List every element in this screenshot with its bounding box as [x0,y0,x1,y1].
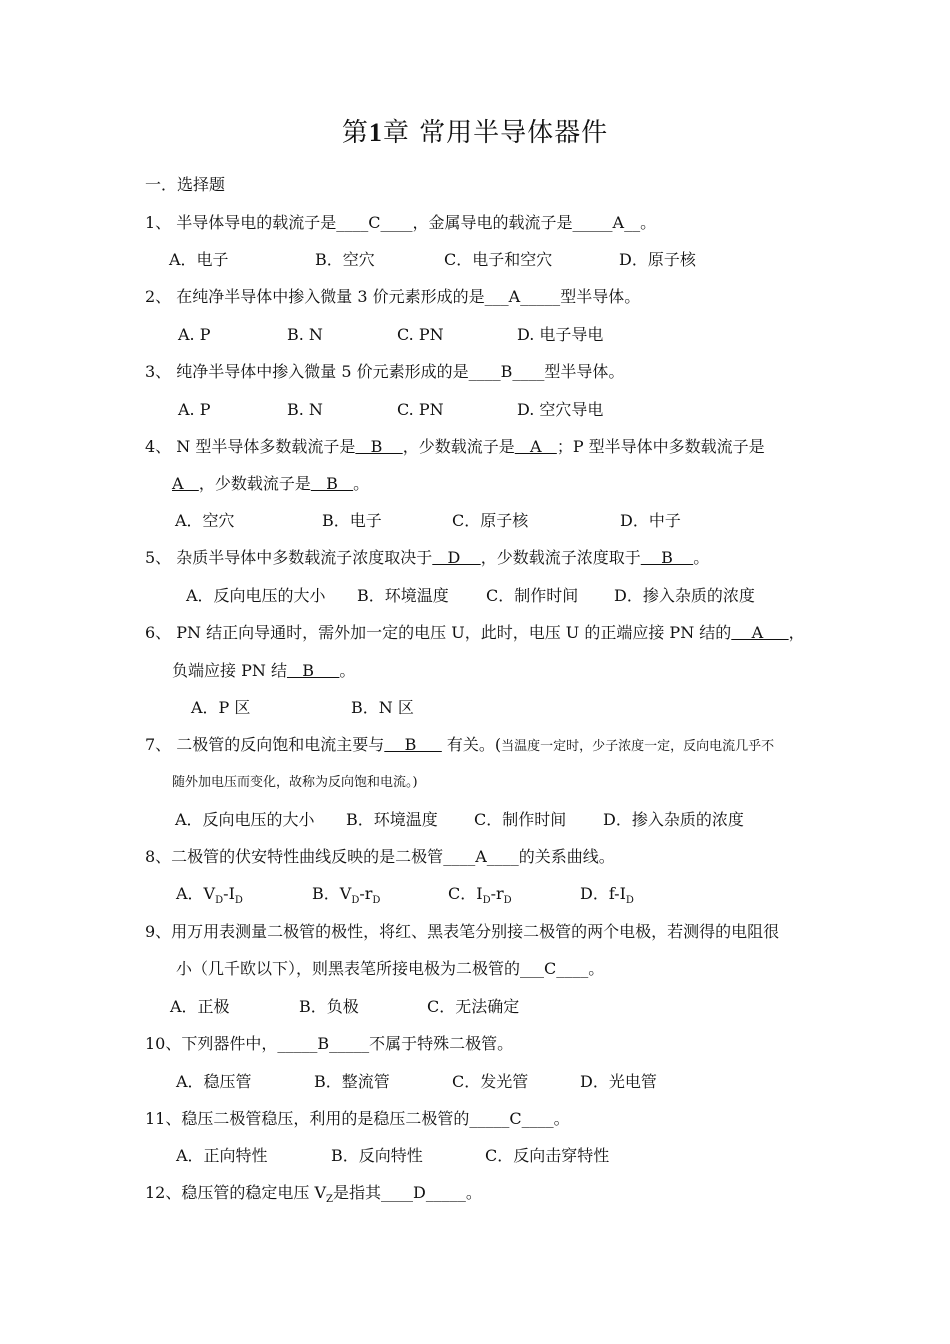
option: A．$V_D-I_D$ [176,884,243,907]
option: B．$V_D-r_D$ [312,884,381,907]
option: C．原子核 [452,511,529,530]
option: D．$f-I_D$ [580,884,634,907]
option: C．无法确定 [427,997,520,1016]
option: B．电子 [322,511,382,530]
option: A．P 区 [191,698,251,717]
question-11: 11、稳压二极管稳压，利用的是稳压二极管的_____C____。 [145,1109,570,1128]
option: C. PN [397,325,444,344]
question-2: 2、 在纯净半导体中掺入微量 3 价元素形成的是___A_____型半导体。 [145,287,641,306]
option: C．$I_D-r_D$ [448,884,512,907]
option: D．原子核 [619,250,696,269]
option: D．掺入杂质的浓度 [614,586,755,605]
option: A．空穴 [175,511,235,530]
option: A．反向电压的大小 [175,810,315,829]
option: C．制作时间 [474,810,567,829]
option: A. P [178,400,211,419]
option: B. N [287,400,323,419]
option: C．电子和空穴 [444,250,553,269]
option: D．光电管 [580,1072,657,1091]
question-4-cont: A ，少数载流子是 B 。 [172,474,370,493]
option: D．掺入杂质的浓度 [603,810,744,829]
question-6: 6、 PN 结正向导通时，需外加一定的电压 U，此时，电压 U 的正端应接 PN 结的 A ， [145,623,805,642]
option: B. N [287,325,323,344]
option: B．空穴 [315,250,375,269]
question-12: 12、稳压管的稳定电压 $V_Z$是指其____D_____。 [145,1183,482,1206]
option: A. P [178,325,211,344]
option: D. 空穴导电 [517,400,604,419]
option: C. PN [397,400,444,419]
question-3: 3、 纯净半导体中掺入微量 5 价元素形成的是____B____型半导体。 [145,362,625,381]
question-9: 9、用万用表测量二极管的极性，将红、黑表笔分别接二极管的两个电极，若测得的电阻很 [145,922,780,941]
section-heading: 一．选择题 [145,175,226,194]
option: A．电子 [169,250,229,269]
option: B．环境温度 [357,586,449,605]
option: D. 电子导电 [517,325,604,344]
option: B．N 区 [351,698,414,717]
option: C．发光管 [452,1072,529,1091]
option: C．反向击穿特性 [485,1146,610,1165]
question-9-cont: 小（几千欧以下），则黑表笔所接电极为二极管的___C____。 [176,959,605,978]
question-5: 5、 杂质半导体中多数载流子浓度取决于 D ，少数载流子浓度取于 B 。 [145,548,710,567]
question-10: 10、下列器件中，_____B_____不属于特殊二极管。 [145,1034,514,1053]
option: B．整流管 [314,1072,390,1091]
option: D．中子 [620,511,681,530]
page-title: 第1章 常用半导体器件 [341,118,609,148]
option: A．正向特性 [176,1146,268,1165]
option: A．稳压管 [176,1072,252,1091]
question-7-note: 随外加电压而变化，故称为反向饱和电流。) [172,775,418,790]
question-8: 8、二极管的伏安特性曲线反映的是二极管____A____的关系曲线。 [145,847,615,866]
option: B．反向特性 [331,1146,423,1165]
question-7: 7、 二极管的反向饱和电流主要与 B 有关。(当温度一定时，少子浓度一定，反向电流几乎不 [145,735,775,754]
option: B．环境温度 [346,810,438,829]
question-1: 1、 半导体导电的载流子是____C____，金属导电的载流子是_____A__。 [145,213,657,232]
question-6-cont: 负端应接 PN 结 B 。 [172,661,356,680]
option: C．制作时间 [486,586,579,605]
question-4: 4、 N 型半导体多数载流子是 B ，少数载流子是 A ；P 型半导体中多数载流子是 [145,437,765,456]
option: B．负极 [299,997,359,1016]
option: A．反向电压的大小 [186,586,326,605]
option: A．正极 [170,997,230,1016]
